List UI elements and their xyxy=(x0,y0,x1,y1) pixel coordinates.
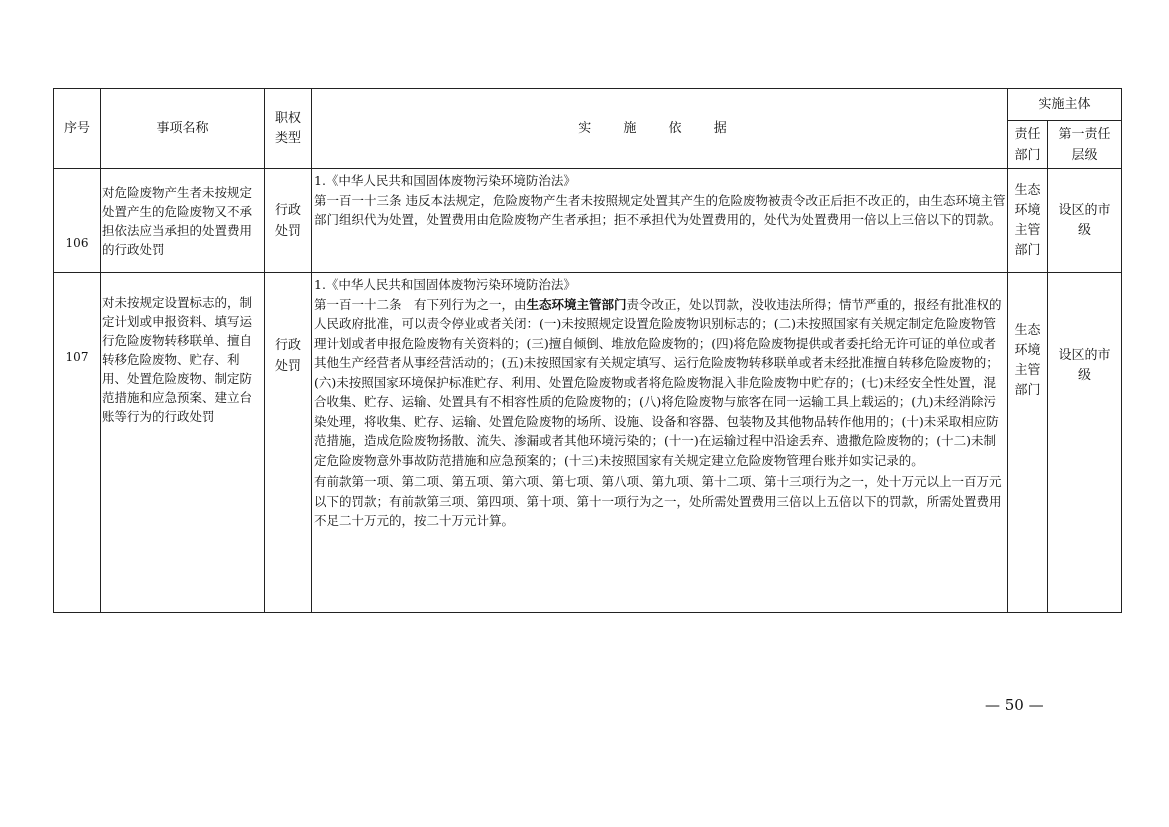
row-law: 1.《中华人民共和国固体废物污染环境防治法》 xyxy=(314,173,576,188)
row-name: 对未按规定设置标志的，制定计划或申报资料、填写运行危险废物转移联单、擅自转移危险废物、贮存、利用、处置危险废物、制定防范措施和应急预案、建立台账等行为的行政处罚 xyxy=(101,273,265,613)
row-basis-text: 第一百一十三条 违反本法规定，危险废物产生者未按照规定处置其产生的危险废物被责令改正后拒不改正的，由生态环境主管部门组织代为处置，处置费用由危险废物产生者承担；拒不承担代为处置费用的，处代为处置费用一倍以上三倍以下的罚款。 xyxy=(314,192,1006,227)
row-basis xyxy=(312,273,1008,613)
row-type: 行政处罚 xyxy=(265,273,312,613)
header-dept: 责任部门 xyxy=(1008,121,1048,169)
header-row xyxy=(54,89,1122,121)
row-basis xyxy=(312,169,1008,273)
basis-authority: 生态环境主管部门 xyxy=(526,296,627,312)
header-basis: 实 施 依 据 xyxy=(312,89,1008,169)
row-name: 对危险废物产生者未按规定处置产生的危险废物又不承担依法应当承担的处置费用的行政处罚 xyxy=(101,169,265,273)
header-level: 第一责任层级 xyxy=(1048,121,1122,169)
page-number: — 50 — xyxy=(985,696,1044,714)
table-row xyxy=(54,169,1122,273)
row-seq: 106 xyxy=(54,169,101,273)
row-basis-paragraph: 第一百一十二条 有下列行为之一，由生态环境主管部门责令改正，处以罚款，没收违法所得；情节严重的，报经有批准权的人民政府批准，可以责令停业或者关闭：(一)未按照规定设置危险废物识别标志的；(二)未按照国家有关规定制定危险废物管理计划或者申报危险废物有关资料的；(三)擅自倾倒、堆放危险废物的；(四)将危险废物提供或者委托给无许可证的单位或者其他生产经营者从事经营活动的；(五)未按照国家有关规定填写、运行危险废物转移联单或者未经批准擅自转移危险废物的；(六)未按照国家环境保护标准贮存、利用、处置危险废物或者将危险废物混入非危险废物中贮存的；(七)未经安全性处置，混合收集、贮存、运输、处置具有不相容性质的危险废物的；(八)将危险废物与旅客在同一运输工具上载运的；(九)未经消除污染处理，将收集、贮存、运输、处置危险废物的场所、设施、设备和容器、包装物及其他物品转作他用的；(十)未采取相应防范措施，造成危险废物扬散、流失、渗漏或者其他环境污染的；(十一)在运输过程中沿途丢弃、遗撒危险废物的；(十二)未制定危险废物意外事故防范措施和应急预案的；(十三)未按照国家有关规定建立危险废物管理台账并如实记录的。 xyxy=(314,296,1002,468)
header-type: 职权类型 xyxy=(265,89,312,169)
row-level: 设区的市级 xyxy=(1048,169,1122,273)
header-name: 事项名称 xyxy=(101,89,265,169)
row-law: 1.《中华人民共和国固体废物污染环境防治法》 xyxy=(314,277,576,292)
row-type: 行政处罚 xyxy=(265,169,312,273)
row-basis-penalty: 有前款第一项、第二项、第五项、第六项、第七项、第八项、第九项、第十二项、第十三项行为之一，处十万元以上一百万元以下的罚款；有前款第三项、第四项、第十项、第十一项行为之一，处所需处置费用三倍以上五倍以下的罚款，所需处置费用不足二十万元的，按二十万元计算。 xyxy=(314,474,1002,528)
table-row xyxy=(54,273,1122,613)
header-seq: 序号 xyxy=(54,89,101,169)
enforcement-table xyxy=(53,88,1122,613)
row-dept: 生态环境主管部门 xyxy=(1008,273,1048,613)
header-subject: 实施主体 xyxy=(1008,89,1122,121)
row-level: 设区的市级 xyxy=(1048,273,1122,613)
row-seq: 107 xyxy=(54,273,101,613)
row-dept: 生态环境主管部门 xyxy=(1008,169,1048,273)
